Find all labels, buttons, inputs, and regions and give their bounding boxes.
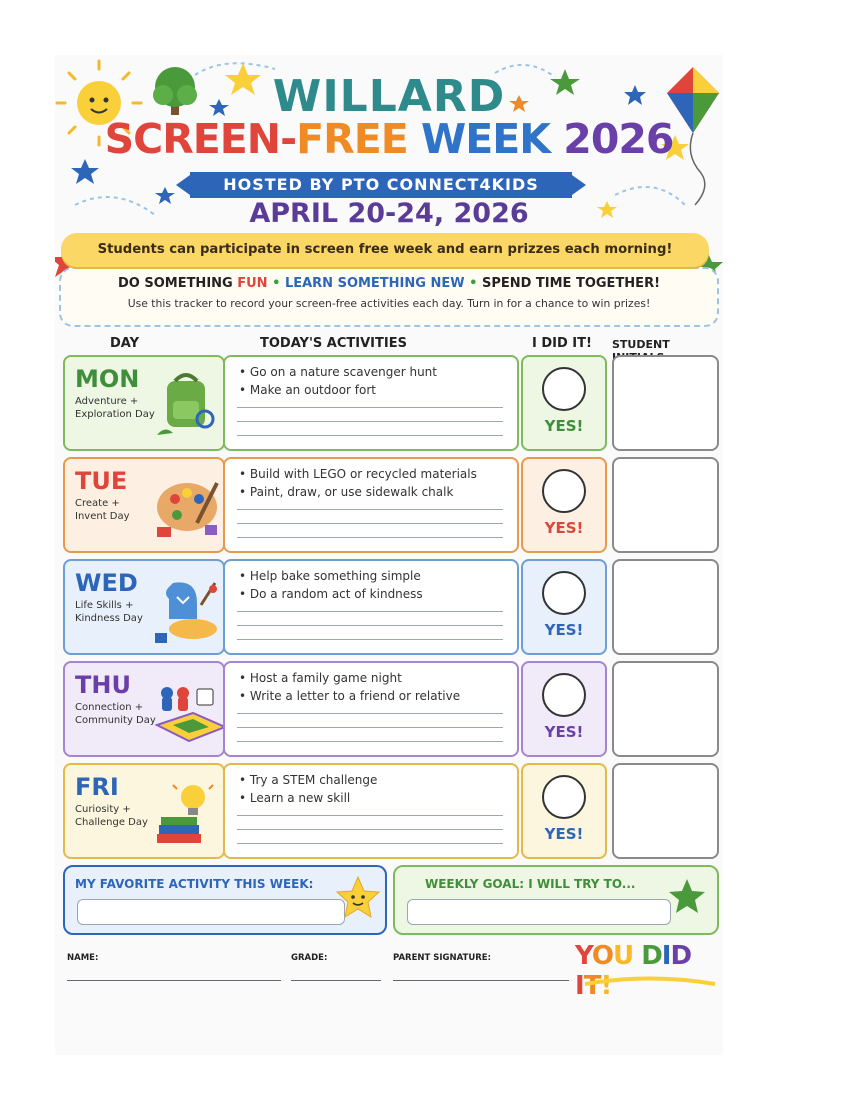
activity-text: Write a letter to a friend or relative	[249, 689, 461, 703]
day-cell	[63, 661, 225, 757]
student-initials-field[interactable]	[612, 559, 719, 655]
activity-text: Do a random act of kindness	[249, 587, 423, 601]
did-it-checkbox[interactable]	[542, 571, 586, 615]
activity-item: • Write a letter to a friend or relative	[239, 689, 461, 703]
weekly-goal-label: WEEKLY GOAL: I WILL TRY TO...	[425, 877, 636, 891]
yes-label: YES!	[544, 723, 584, 741]
title-word-screen: SCREEN-	[104, 115, 297, 163]
did-it-cell	[521, 355, 607, 451]
activity-text: Paint, draw, or use sidewalk chalk	[249, 485, 454, 499]
activities-cell	[223, 661, 519, 757]
write-line[interactable]	[237, 639, 503, 640]
you-did-it-letter: I	[661, 941, 671, 971]
activity-text: Go on a nature scavenger hunt	[249, 365, 437, 379]
title-word-free: FREE	[296, 115, 421, 163]
name-label: NAME:	[67, 953, 99, 963]
day-name: TUE	[75, 467, 128, 495]
you-did-it-letter: !	[600, 971, 612, 1001]
activity-item: • Try a STEM challenge	[239, 773, 378, 787]
school-title: WILLARD	[272, 71, 506, 122]
day-activity-icon	[153, 473, 223, 543]
day-activity-icon	[153, 779, 223, 849]
you-did-it-letter: Y	[575, 941, 592, 971]
favorite-activity-box	[63, 865, 387, 935]
title-word-week: WEEK	[421, 115, 564, 163]
activity-text: Learn a new skill	[249, 791, 351, 805]
day-cell	[63, 457, 225, 553]
grade-label: GRADE:	[291, 953, 328, 963]
did-it-checkbox[interactable]	[542, 367, 586, 411]
rainbow-underline	[583, 975, 717, 987]
you-did-it-text	[575, 941, 723, 1001]
write-line[interactable]	[237, 407, 503, 408]
did-it-checkbox[interactable]	[542, 775, 586, 819]
activity-item: • Go on a nature scavenger hunt	[239, 365, 437, 379]
day-activity-icon	[153, 677, 223, 747]
activity-item: • Build with LEGO or recycled materials	[239, 467, 477, 481]
write-line[interactable]	[237, 523, 503, 524]
yes-label: YES!	[544, 621, 584, 639]
event-title	[55, 115, 723, 163]
activity-item: • Do a random act of kindness	[239, 587, 423, 601]
student-initials-field[interactable]	[612, 763, 719, 859]
student-initials-field[interactable]	[612, 661, 719, 757]
you-did-it-letter: D	[670, 941, 692, 971]
parent-signature-field[interactable]	[393, 980, 569, 981]
day-cell	[63, 559, 225, 655]
day-theme-line1: Adventure +	[75, 396, 139, 407]
did-it-cell	[521, 559, 607, 655]
you-did-it-letter: T	[583, 971, 601, 1001]
column-header-activities: TODAY'S ACTIVITIES	[260, 336, 407, 351]
did-it-cell	[521, 457, 607, 553]
student-initials-field[interactable]	[612, 355, 719, 451]
write-line[interactable]	[237, 815, 503, 816]
tracker-sheet	[55, 55, 723, 1055]
write-line[interactable]	[237, 625, 503, 626]
day-name: FRI	[75, 773, 119, 801]
prize-banner: Students can participate in screen free week and earn prizzes each morning!	[61, 233, 709, 267]
write-line[interactable]	[237, 829, 503, 830]
column-header-day: DAY	[110, 336, 140, 351]
weekly-goal-field[interactable]	[407, 899, 671, 925]
activities-cell	[223, 457, 519, 553]
activity-item: • Help bake something simple	[239, 569, 421, 583]
activity-text: Make an outdoor fort	[249, 383, 377, 397]
smiling-star-icon	[335, 875, 381, 921]
did-it-cell	[521, 661, 607, 757]
motto-sep-2: •	[464, 276, 482, 291]
day-theme-line2: Exploration Day	[75, 409, 155, 420]
activity-item: • Make an outdoor fort	[239, 383, 377, 397]
you-did-it-letter: D	[641, 941, 662, 971]
write-line[interactable]	[237, 741, 503, 742]
day-theme-line1: Connection +	[75, 702, 144, 713]
activity-text: Build with LEGO or recycled materials	[249, 467, 477, 481]
you-did-it-letters	[575, 941, 691, 1001]
day-name: MON	[75, 365, 140, 393]
did-it-cell	[521, 763, 607, 859]
you-did-it-letter: U	[613, 941, 634, 971]
write-line[interactable]	[237, 509, 503, 510]
instructions: Use this tracker to record your screen-free activities each day. Turn in for a chance to win prizes!	[127, 297, 651, 310]
day-name: WED	[75, 569, 138, 597]
write-line[interactable]	[237, 421, 503, 422]
activity-item: • Host a family game night	[239, 671, 402, 685]
grade-field[interactable]	[291, 980, 381, 981]
activity-text: Host a family game night	[249, 671, 402, 685]
activities-cell	[223, 763, 519, 859]
motto-line	[55, 276, 723, 291]
did-it-checkbox[interactable]	[542, 469, 586, 513]
did-it-checkbox[interactable]	[542, 673, 586, 717]
day-cell	[63, 355, 225, 451]
column-header-initials: STUDENT	[612, 338, 670, 351]
you-did-it-letter: O	[591, 941, 614, 971]
hosted-by-ribbon: HOSTED BY PTO CONNECT4KIDS	[190, 172, 572, 198]
write-line[interactable]	[237, 713, 503, 714]
day-theme-line2: Invent Day	[75, 511, 130, 522]
day-theme-line2: Community Day	[75, 715, 156, 726]
title-year: 2026	[563, 115, 674, 163]
motto-part1: DO SOMETHING	[117, 276, 238, 291]
write-line[interactable]	[237, 727, 503, 728]
motto-part3: SPEND TIME TOGETHER!	[481, 276, 661, 291]
day-theme-line2: Challenge Day	[75, 817, 148, 828]
activities-cell	[223, 355, 519, 451]
student-initials-field[interactable]	[612, 457, 719, 553]
event-dates: APRIL 20-24, 2026	[249, 198, 529, 229]
day-name: THU	[75, 671, 131, 699]
weekly-goal-box	[393, 865, 719, 935]
motto-part2: LEARN SOMETHING NEW	[284, 276, 465, 291]
favorite-activity-label: MY FAVORITE ACTIVITY THIS WEEK:	[75, 877, 314, 891]
activity-text: Try a STEM challenge	[249, 773, 378, 787]
green-star-icon	[667, 877, 707, 917]
motto-sep-1: •	[267, 276, 285, 291]
you-did-it-letter: I	[575, 971, 584, 1001]
yes-label: YES!	[544, 825, 584, 843]
column-header-did-it: I DID IT!	[532, 336, 592, 351]
write-line[interactable]	[237, 435, 503, 436]
yes-label: YES!	[544, 519, 584, 537]
day-theme-line1: Curiosity +	[75, 804, 131, 815]
write-line[interactable]	[237, 537, 503, 538]
favorite-activity-field[interactable]	[77, 899, 345, 925]
day-cell	[63, 763, 225, 859]
day-theme-line2: Kindness Day	[75, 613, 143, 624]
day-activity-icon	[153, 371, 223, 441]
name-field[interactable]	[67, 980, 281, 981]
day-activity-icon	[153, 575, 223, 645]
yes-label: YES!	[544, 417, 584, 435]
parent-signature-label: PARENT SIGNATURE:	[393, 953, 491, 963]
activities-cell	[223, 559, 519, 655]
write-line[interactable]	[237, 611, 503, 612]
write-line[interactable]	[237, 843, 503, 844]
day-theme-line1: Create +	[75, 498, 120, 509]
activity-text: Help bake something simple	[249, 569, 421, 583]
you-did-it-letter	[633, 941, 641, 971]
motto-fun: FUN	[237, 276, 268, 291]
activity-item: • Learn a new skill	[239, 791, 351, 805]
activity-item: • Paint, draw, or use sidewalk chalk	[239, 485, 454, 499]
day-theme-line1: Life Skills +	[75, 600, 134, 611]
